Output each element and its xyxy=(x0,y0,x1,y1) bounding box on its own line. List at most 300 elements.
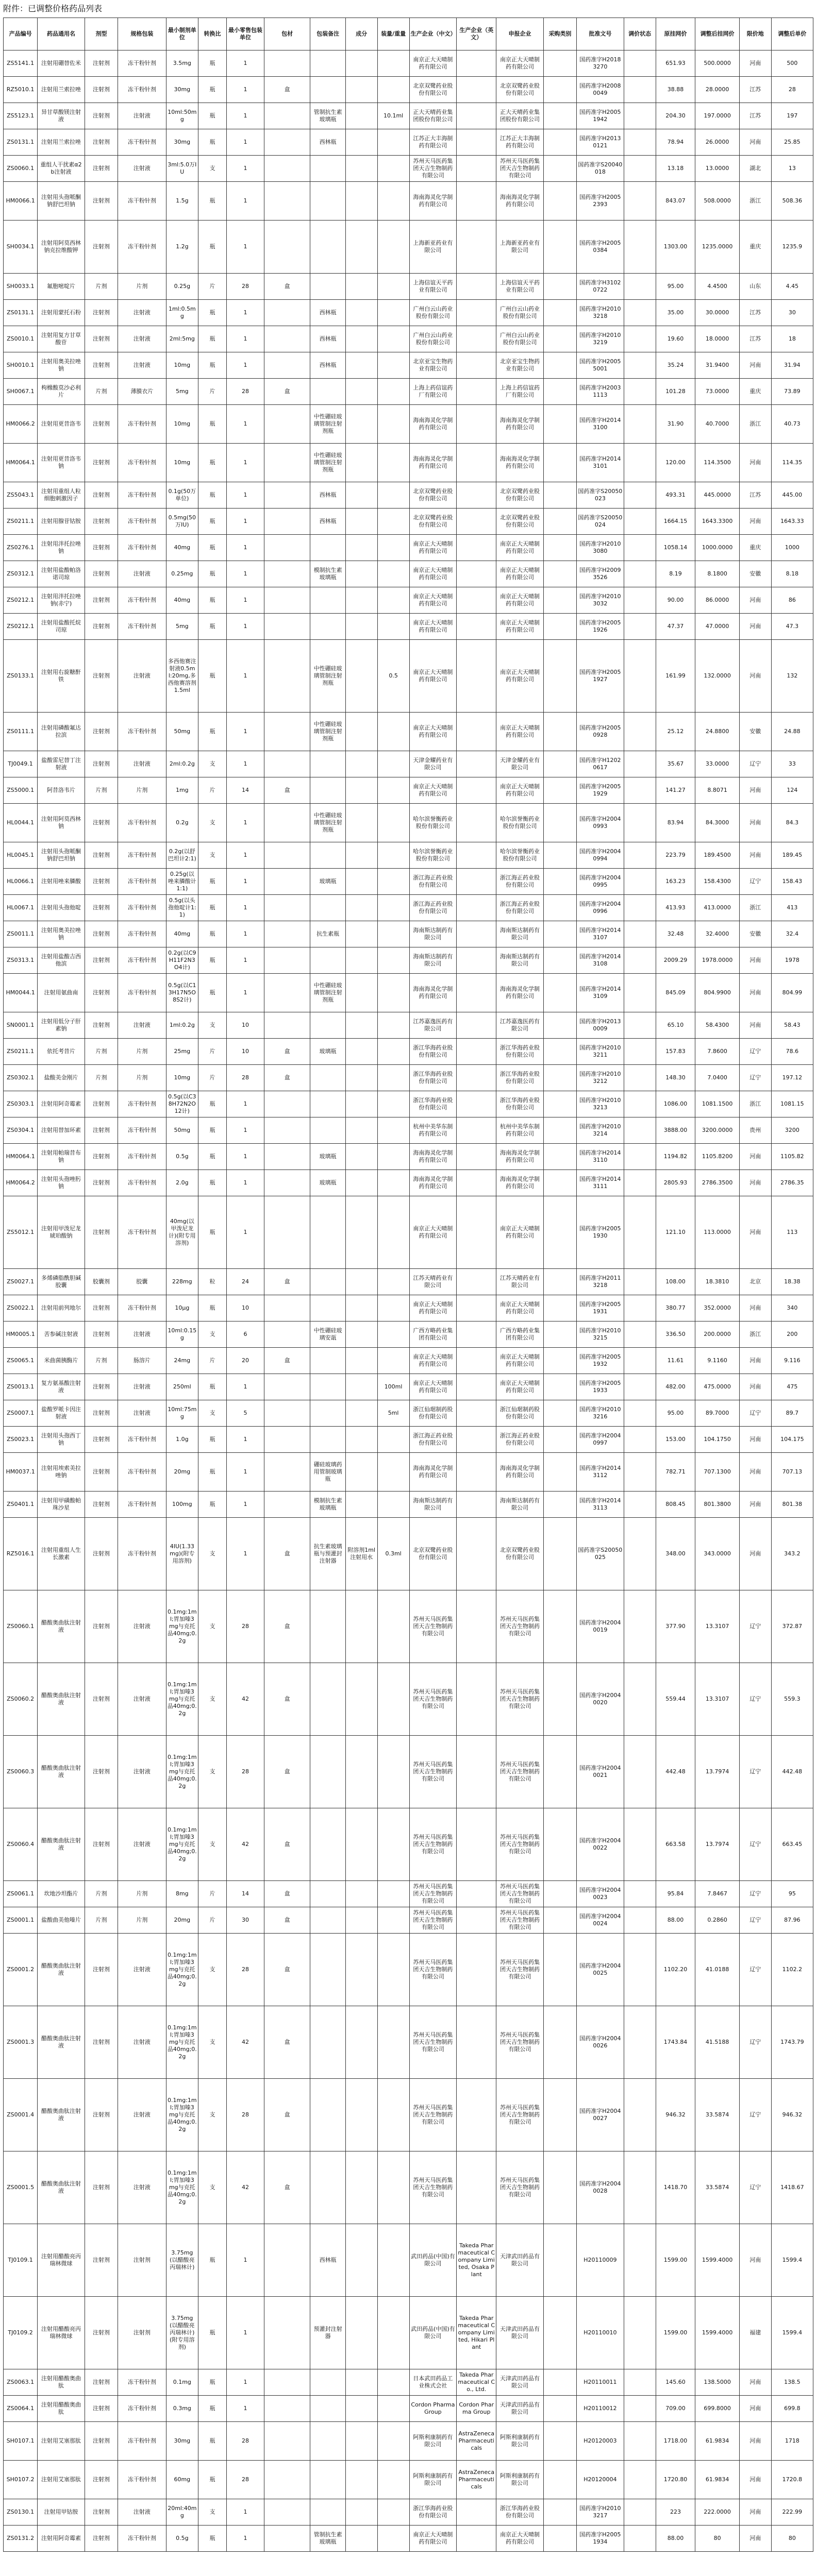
table-cell: 海南斯达制药有限公司 xyxy=(409,921,457,947)
table-cell: 114.35 xyxy=(771,444,813,482)
table-cell: 国药准字H12020617 xyxy=(576,751,624,777)
table-cell: 3ml:5.0万IU xyxy=(166,156,198,182)
table-cell: 浙江仙琚制药股份有限公司 xyxy=(409,1400,457,1427)
table-cell: 中性硼硅玻璃管制注射剂瓶 xyxy=(310,444,345,482)
table-cell xyxy=(377,2006,409,2079)
table-cell xyxy=(345,561,377,587)
table-cell: 注射剂 xyxy=(85,1427,118,1453)
table-cell: 片剂 xyxy=(118,1039,166,1065)
table-cell xyxy=(457,1170,496,1196)
table-cell xyxy=(457,274,496,300)
table-cell: 杭州中美华东制药有限公司 xyxy=(409,1117,457,1144)
table-cell: 0.5g(以C38H72N2O12计) xyxy=(166,1091,198,1117)
column-header: 产品编号 xyxy=(4,18,38,50)
table-cell: 瓶 xyxy=(198,921,226,947)
table-cell xyxy=(624,1091,656,1117)
table-cell: 注射液 xyxy=(118,156,166,182)
table-cell xyxy=(345,2499,377,2526)
table-cell: 注射液 xyxy=(118,751,166,777)
price-adjustment-table xyxy=(3,18,813,2552)
table-cell xyxy=(543,274,576,300)
table-cell: 盒 xyxy=(264,379,310,405)
table-cell: ZS5141.1 xyxy=(4,50,38,77)
table-cell: 江苏 xyxy=(739,77,771,103)
table-cell xyxy=(457,842,496,869)
table-cell: 辽宁 xyxy=(739,869,771,895)
table-cell xyxy=(624,1170,656,1196)
table-cell: 注射用甲钴胺 xyxy=(38,2499,85,2526)
table-row xyxy=(4,921,813,947)
table-cell: 注射剂 xyxy=(85,77,118,103)
table-cell: ZS0001.1 xyxy=(4,1907,38,1934)
table-cell: 瓶 xyxy=(198,2396,226,2422)
table-cell: 注射液 xyxy=(118,2499,166,2526)
table-cell: 国药准字H20040021 xyxy=(576,1736,624,1808)
table-cell: 24.88 xyxy=(771,713,813,751)
table-cell: 189.4500 xyxy=(695,842,739,869)
table-cell: 浙江 xyxy=(739,405,771,444)
table-cell xyxy=(543,1144,576,1170)
table-cell: 海南海灵化学制药有限公司 xyxy=(496,1170,544,1196)
table-cell xyxy=(345,1295,377,1321)
table-cell xyxy=(543,1427,576,1453)
table-cell xyxy=(377,974,409,1012)
table-cell xyxy=(624,156,656,182)
table-row xyxy=(4,2369,813,2396)
table-cell xyxy=(543,974,576,1012)
table-cell xyxy=(310,2461,345,2499)
table-cell xyxy=(345,1012,377,1039)
table-cell: 1 xyxy=(227,713,264,751)
table-cell: 33.0000 xyxy=(695,751,739,777)
table-cell xyxy=(457,895,496,921)
table-cell: 坎地沙坦酯片 xyxy=(38,1881,85,1907)
table-row xyxy=(4,1427,813,1453)
table-cell: 注射剂 xyxy=(85,640,118,713)
table-cell: 1599.4 xyxy=(771,2297,813,2369)
table-cell: 瓶 xyxy=(198,1091,226,1117)
table-cell: 26.0000 xyxy=(695,129,739,156)
table-cell xyxy=(543,535,576,561)
table-cell xyxy=(264,2297,310,2369)
table-row xyxy=(4,974,813,1012)
table-cell: 辽宁 xyxy=(739,2006,771,2079)
table-cell: 28 xyxy=(227,274,264,300)
table-row xyxy=(4,1144,813,1170)
table-cell xyxy=(543,2461,576,2499)
table-cell: 支 xyxy=(198,1400,226,1427)
table-cell xyxy=(345,2396,377,2422)
table-cell: 苏州天马医药集团天吉生物制药有限公司 xyxy=(496,1934,544,2006)
table-cell xyxy=(624,444,656,482)
table-cell: 国药准字H20051927 xyxy=(576,640,624,713)
table-cell: 注射用右旋糖酐铁 xyxy=(38,640,85,713)
table-cell: 注射用盐酸吉西他滨 xyxy=(38,947,85,974)
table-cell xyxy=(345,1453,377,1492)
table-cell: 国药准字H20031113 xyxy=(576,379,624,405)
table-cell: 注射用盐酸帕洛诺司琼 xyxy=(38,561,85,587)
table-cell: 瓶 xyxy=(198,77,226,103)
table-row xyxy=(4,1295,813,1321)
table-row xyxy=(4,352,813,379)
table-cell: 注射用阿奇霉素 xyxy=(38,2526,85,2552)
table-cell xyxy=(377,1065,409,1091)
table-cell xyxy=(624,50,656,77)
table-cell: 163.23 xyxy=(656,869,695,895)
table-cell: 0.5g xyxy=(166,2526,198,2552)
table-cell: 18 xyxy=(771,326,813,352)
table-cell: 113.0000 xyxy=(695,1196,739,1269)
table-cell xyxy=(624,1117,656,1144)
table-cell: 盒 xyxy=(264,1663,310,1736)
table-cell xyxy=(264,1321,310,1348)
table-cell: 60mg xyxy=(166,2461,198,2499)
table-cell: 注射剂 xyxy=(85,2079,118,2151)
table-cell xyxy=(624,1348,656,1374)
table-cell: 843.07 xyxy=(656,182,695,221)
table-cell xyxy=(345,221,377,274)
table-cell: 支 xyxy=(198,1590,226,1663)
table-cell: 管制抗生素玻璃瓶 xyxy=(310,2526,345,2552)
table-cell: 138.5000 xyxy=(695,2369,739,2396)
table-cell: 浙江海正药业股份有限公司 xyxy=(409,895,457,921)
table-cell xyxy=(264,535,310,561)
table-cell: 北京亚宝生物药业有限公司 xyxy=(496,352,544,379)
table-row xyxy=(4,2151,813,2224)
table-cell: 醋酸奥曲肽注射液 xyxy=(38,2079,85,2151)
table-cell: 国药准字H20040994 xyxy=(576,842,624,869)
table-row xyxy=(4,1039,813,1065)
table-cell: 盒 xyxy=(264,1907,310,1934)
table-cell xyxy=(310,274,345,300)
table-cell: 上海新亚药业有限公司 xyxy=(409,221,457,274)
table-cell xyxy=(377,379,409,405)
table-cell: 南京正大天晴制药有限公司 xyxy=(496,587,544,614)
table-cell: 哈尔滨誉衡药业股份有限公司 xyxy=(496,804,544,842)
table-cell: 3200 xyxy=(771,1117,813,1144)
table-cell xyxy=(543,221,576,274)
table-cell: HM0037.1 xyxy=(4,1453,38,1492)
table-cell xyxy=(457,1374,496,1400)
table-cell xyxy=(543,1736,576,1808)
table-cell xyxy=(345,1269,377,1295)
table-cell xyxy=(377,2224,409,2297)
table-cell xyxy=(377,1427,409,1453)
table-cell: 413.0000 xyxy=(695,895,739,921)
table-cell xyxy=(457,1039,496,1065)
table-cell xyxy=(377,2297,409,2369)
table-cell: 801.3800 xyxy=(695,1492,739,1518)
table-cell: 注射用头孢他啶 xyxy=(38,895,85,921)
table-cell: 8.8071 xyxy=(695,777,739,804)
table-row xyxy=(4,1907,813,1934)
table-row xyxy=(4,751,813,777)
table-cell xyxy=(624,1590,656,1663)
table-cell xyxy=(543,156,576,182)
table-cell: ZS0065.1 xyxy=(4,1348,38,1374)
table-cell: 0.25g(以唑来膦酸计1:1) xyxy=(166,869,198,895)
table-cell: 南京正大天晴制药有限公司 xyxy=(409,614,457,640)
table-cell: ZS0001.4 xyxy=(4,2079,38,2151)
table-cell xyxy=(345,129,377,156)
table-cell xyxy=(377,1039,409,1065)
table-cell xyxy=(543,444,576,482)
table-cell xyxy=(624,777,656,804)
table-cell: 国药准字H20183270 xyxy=(576,50,624,77)
table-cell: 浙江海正药业股份有限公司 xyxy=(496,895,544,921)
table-cell xyxy=(345,1736,377,1808)
column-header: 限价地 xyxy=(739,18,771,50)
table-cell: 1 xyxy=(227,103,264,129)
table-cell xyxy=(457,444,496,482)
table-cell: 1 xyxy=(227,1427,264,1453)
table-cell xyxy=(457,182,496,221)
table-cell xyxy=(543,1091,576,1117)
table-cell: 北京双鹭药业股份有限公司 xyxy=(409,77,457,103)
table-cell xyxy=(377,2369,409,2396)
table-cell xyxy=(377,895,409,921)
table-cell: 浙江海正药业股份有限公司 xyxy=(496,869,544,895)
table-cell: 河南 xyxy=(739,587,771,614)
table-cell: 胶囊 xyxy=(118,1269,166,1295)
table-cell: H20120004 xyxy=(576,2461,624,2499)
table-row xyxy=(4,1453,813,1492)
table-cell: 冻干粉针剂 xyxy=(118,2396,166,2422)
table-cell: 国药准字H20103219 xyxy=(576,326,624,352)
table-cell: 注射剂 xyxy=(85,804,118,842)
table-cell: 杭州中美华东制药有限公司 xyxy=(496,1117,544,1144)
table-cell: 注射剂 xyxy=(85,2422,118,2461)
table-cell: 盒 xyxy=(264,1808,310,1881)
table-cell xyxy=(264,2369,310,2396)
table-cell: 冻干粉针剂 xyxy=(118,2461,166,2499)
table-cell xyxy=(345,379,377,405)
table-cell: 30.0000 xyxy=(695,300,739,326)
table-cell: 7.8600 xyxy=(695,1039,739,1065)
table-cell: 南京正大天晴制药有限公司 xyxy=(496,1348,544,1374)
table-cell: 片剂 xyxy=(85,1348,118,1374)
table-cell xyxy=(377,1348,409,1374)
table-cell xyxy=(457,587,496,614)
table-cell: 注射剂 xyxy=(85,2526,118,2552)
table-cell: 32.4 xyxy=(771,921,813,947)
table-cell: 40mg xyxy=(166,921,198,947)
table-cell: 辽宁 xyxy=(739,1881,771,1907)
table-cell xyxy=(377,1091,409,1117)
table-cell: 7.8467 xyxy=(695,1881,739,1907)
table-cell: 海南海灵化学制药有限公司 xyxy=(496,444,544,482)
table-cell: 盒 xyxy=(264,2006,310,2079)
column-header: 申报企业 xyxy=(496,18,544,50)
table-cell: 江苏正大丰海制药有限公司 xyxy=(496,129,544,156)
table-cell: 国药准字H20040022 xyxy=(576,1808,624,1881)
table-cell: 1 xyxy=(227,326,264,352)
table-cell xyxy=(345,2422,377,2461)
table-cell xyxy=(345,77,377,103)
table-cell: 1599.4000 xyxy=(695,2297,739,2369)
table-cell xyxy=(264,1170,310,1196)
table-cell xyxy=(543,1117,576,1144)
table-cell xyxy=(457,947,496,974)
table-cell: 河南 xyxy=(739,640,771,713)
table-cell: TJ0109.2 xyxy=(4,2297,38,2369)
table-cell xyxy=(310,614,345,640)
table-cell xyxy=(543,1374,576,1400)
table-cell: 苏州天马医药集团天吉生物制药有限公司 xyxy=(409,1907,457,1934)
table-cell: 1 xyxy=(227,869,264,895)
table-cell: 国药准字H20130009 xyxy=(576,1012,624,1039)
table-cell: 1599.00 xyxy=(656,2297,695,2369)
table-cell: 10ml:75mg xyxy=(166,1400,198,1427)
table-cell: 支 xyxy=(198,1808,226,1881)
table-row xyxy=(4,2422,813,2461)
table-cell: 注射剂 xyxy=(85,842,118,869)
table-cell xyxy=(264,2526,310,2552)
table-cell: 浙江 xyxy=(739,895,771,921)
table-cell: 片 xyxy=(198,1039,226,1065)
table-cell xyxy=(345,444,377,482)
table-cell: ZS0302.1 xyxy=(4,1065,38,1091)
table-cell: 380.77 xyxy=(656,1295,695,1321)
table-cell xyxy=(345,947,377,974)
table-cell xyxy=(377,509,409,535)
table-cell: 南京正大天晴制药有限公司 xyxy=(496,50,544,77)
table-cell: 340 xyxy=(771,1295,813,1321)
table-cell xyxy=(457,2151,496,2224)
table-cell: 2ml:0.2g xyxy=(166,751,198,777)
table-cell: 国药准字H20130121 xyxy=(576,129,624,156)
table-cell xyxy=(264,352,310,379)
table-cell: 1 xyxy=(227,509,264,535)
table-cell: 注射剂 xyxy=(85,1374,118,1400)
table-cell: 海南海灵化学制药有限公司 xyxy=(496,405,544,444)
table-cell xyxy=(377,1808,409,1881)
table-cell: 冻干粉针剂 xyxy=(118,221,166,274)
table-cell: SN0001.1 xyxy=(4,1012,38,1039)
table-cell: 注射用更昔洛韦钠 xyxy=(38,444,85,482)
table-cell: 145.60 xyxy=(656,2369,695,2396)
table-cell: 445.00 xyxy=(771,482,813,509)
table-cell xyxy=(310,1091,345,1117)
table-cell xyxy=(377,777,409,804)
table-cell: 南京正大天晴制药有限公司 xyxy=(409,1348,457,1374)
table-cell: 2805.93 xyxy=(656,1170,695,1196)
table-cell: 1ml:0.5mg xyxy=(166,300,198,326)
table-body xyxy=(4,50,813,2552)
table-cell xyxy=(377,2151,409,2224)
table-cell: 苏州天马医药集团天吉生物制药有限公司 xyxy=(496,2006,544,2079)
table-cell: 国药准字H20103032 xyxy=(576,587,624,614)
table-cell xyxy=(377,587,409,614)
table-cell xyxy=(310,1590,345,1663)
table-cell xyxy=(264,50,310,77)
table-cell xyxy=(345,2224,377,2297)
table-cell: 1 xyxy=(227,751,264,777)
table-cell xyxy=(543,2526,576,2552)
table-row xyxy=(4,535,813,561)
table-cell xyxy=(624,2396,656,2422)
table-cell: 注射用头孢哌酮钠舒巴坦钠 xyxy=(38,182,85,221)
table-cell: 河南 xyxy=(739,2396,771,2422)
table-cell: 1599.4 xyxy=(771,2224,813,2297)
table-cell xyxy=(377,2526,409,2552)
table-cell: 709.00 xyxy=(656,2396,695,2422)
table-cell: ZS0063.1 xyxy=(4,2369,38,2396)
table-cell: 42 xyxy=(227,2006,264,2079)
table-cell: 注射液 xyxy=(118,1321,166,1348)
table-cell: 海南海灵化学制药有限公司 xyxy=(409,1170,457,1196)
table-row xyxy=(4,77,813,103)
table-cell: 1.5g xyxy=(166,182,198,221)
table-cell: ZS0133.1 xyxy=(4,640,38,713)
table-cell xyxy=(345,974,377,1012)
table-cell: 1 xyxy=(227,974,264,1012)
table-cell: 米曲菌胰酶片 xyxy=(38,1348,85,1374)
table-cell: 3.75mg(以醋酸亮丙瑞林计) xyxy=(166,2224,198,2297)
table-cell xyxy=(345,1590,377,1663)
table-cell xyxy=(457,77,496,103)
table-cell xyxy=(624,1907,656,1934)
table-cell: 1081.1500 xyxy=(695,1091,739,1117)
table-cell: 1 xyxy=(227,2499,264,2526)
table-cell: 中性硼硅玻璃管制注射剂瓶 xyxy=(310,405,345,444)
table-cell: 508.36 xyxy=(771,182,813,221)
table-cell: 559.3 xyxy=(771,1663,813,1736)
table-cell: 0.1mg:1ml;胃加嗪3mg与克托品40mg;0.2g xyxy=(166,1736,198,1808)
table-cell: 苏州天马医药集团天吉生物制药有限公司 xyxy=(409,1881,457,1907)
table-cell xyxy=(457,50,496,77)
table-cell xyxy=(310,2151,345,2224)
table-cell xyxy=(377,921,409,947)
table-cell: 1 xyxy=(227,614,264,640)
table-cell: 10mg xyxy=(166,1065,198,1091)
table-cell: 2786.3500 xyxy=(695,1170,739,1196)
table-cell xyxy=(624,1196,656,1269)
table-cell: 国药准字H20103212 xyxy=(576,1065,624,1091)
table-cell: 1ml:0.2g xyxy=(166,1012,198,1039)
table-cell: 国药准字H20143110 xyxy=(576,1144,624,1170)
table-cell: 河南 xyxy=(739,1427,771,1453)
table-cell: 注射液 xyxy=(118,326,166,352)
table-cell xyxy=(345,103,377,129)
table-cell: 1102.20 xyxy=(656,1934,695,2006)
table-cell: 注射用氨曲南 xyxy=(38,974,85,1012)
table-cell: 冻干粉针剂 xyxy=(118,869,166,895)
table-row xyxy=(4,804,813,842)
table-cell: 1 xyxy=(227,156,264,182)
table-cell: 注射用盐酸托烷司琼 xyxy=(38,614,85,640)
table-cell: 南京正大天晴制药有限公司 xyxy=(409,1295,457,1321)
table-cell xyxy=(624,804,656,842)
table-cell: 注射剂 xyxy=(85,182,118,221)
table-cell xyxy=(543,640,576,713)
table-cell: 注射剂 xyxy=(85,895,118,921)
table-cell: 河南 xyxy=(739,1144,771,1170)
table-cell xyxy=(543,804,576,842)
table-cell: 浙江 xyxy=(739,1321,771,1348)
table-cell xyxy=(624,895,656,921)
table-cell: 946.32 xyxy=(656,2079,695,2151)
table-cell: 10 xyxy=(227,1039,264,1065)
table-cell: AstraZeneca Pharmaceuticals xyxy=(457,2422,496,2461)
table-cell: 95.00 xyxy=(656,1400,695,1427)
table-cell: 注射用醋酸亮丙瑞林微球 xyxy=(38,2297,85,2369)
table-cell xyxy=(624,2369,656,2396)
table-cell: 138.5 xyxy=(771,2369,813,2396)
table-cell: 片剂 xyxy=(85,379,118,405)
table-cell: 8.18 xyxy=(771,561,813,587)
table-cell: 注射液 xyxy=(118,2079,166,2151)
